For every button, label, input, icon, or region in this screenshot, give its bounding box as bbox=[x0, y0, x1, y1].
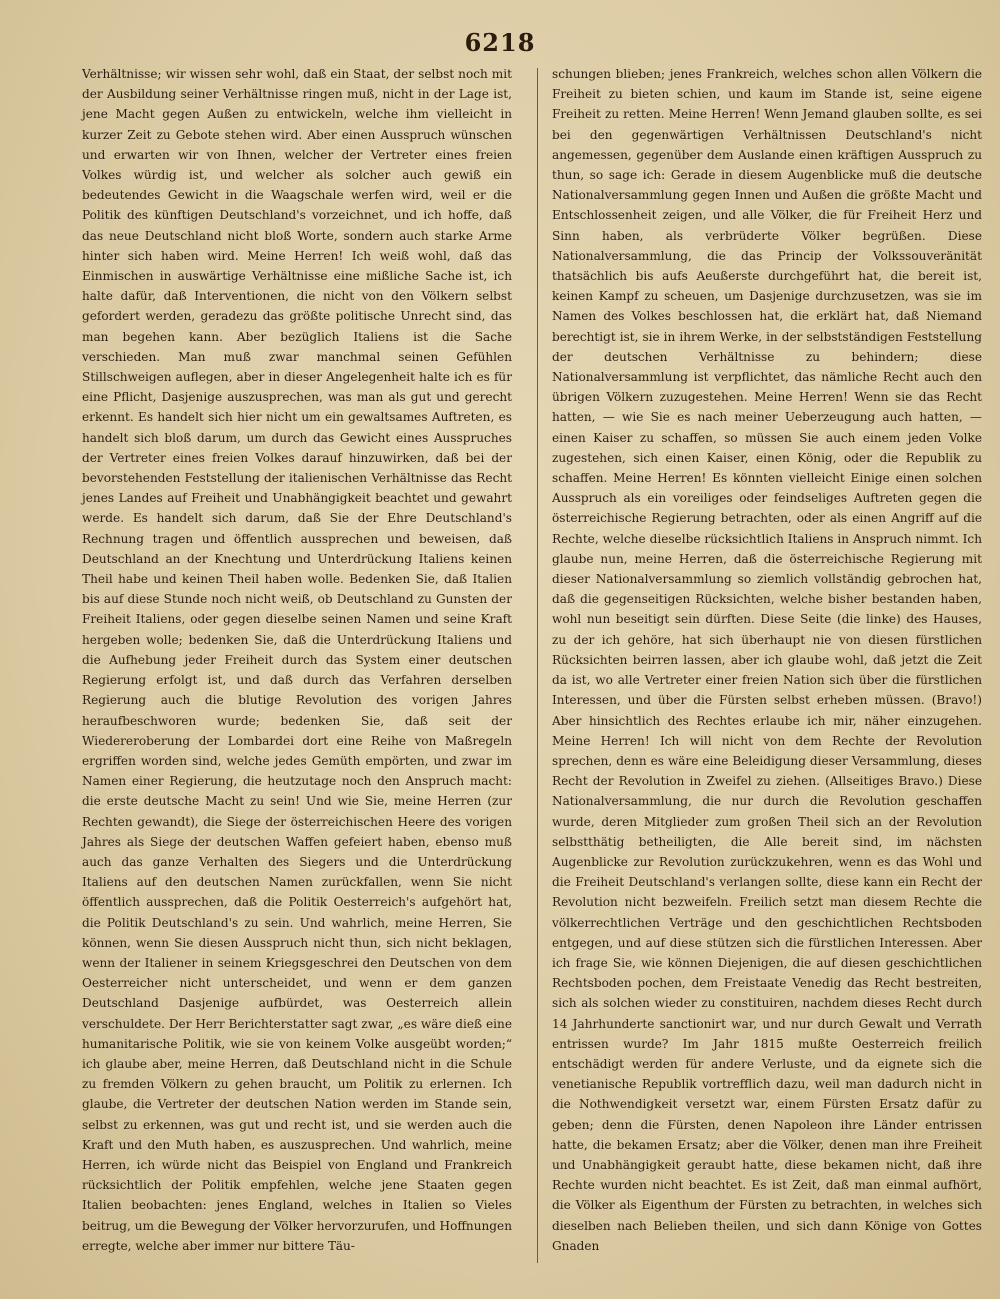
text-column-left bbox=[82, 64, 512, 1256]
column-right-text: schungen blieben; jenes Frankreich, welches schon allen Völkern die Freiheit zu bieten schien, und kaum im Stande ist, seine eigene Freiheit zu retten. Meine Herren! Wenn Jemand glauben sollte, es sei bei den gegenwärtigen Verhältnissen Deutschland's nicht angemessen, gegenüber dem Auslande einen kräftigen Ausspruch zu thun, so sage ich: Gerade in diesem Augenblicke muß die deutsche Nationalversammlung gegen Innen und Außen die größte Macht und Entschlossenheit zeigen, und alle Völker, die für Freiheit Herz und Sinn haben, als verbrüderte Völker begrüßen. Diese Nationalversammlung, die das Princip der Volkssouveränität thatsächlich bis aufs Aeußerste durchgeführt hat, die bereit ist, keinen Kampf zu scheuen, um Dasjenige durchzusetzen, was sie im Namen des Volkes beschlossen hat, die erklärt hat, daß Niemand berechtigt ist, sie in ihrem Werke, in der selbstständigen Feststellung der deutschen Verhältnisse zu behindern; diese Nationalversammlung ist verpflichtet, das nämliche Recht auch den übrigen Völkern zuzugestehen. Meine Herren! Wenn sie das Recht hatten, — wie Sie es nach meiner Ueberzeugung auch hatten, — einen Kaiser zu schaffen, so müssen Sie auch einem jeden Volke zugestehen, sich einen Kaiser, einen König, oder die Republik zu schaffen. Meine Herren! Es könnten vielleicht Einige einen solchen Ausspruch als ein voreiliges oder feindseliges Auftreten gegen die österreichische Regierung betrachten, oder als einen Angriff auf die Rechte, welche dieselbe rücksichtlich Italiens in Anspruch nimmt. Ich glaube nun, meine Herren, daß die österreichische Regierung mit dieser Nationalversammlung so ziemlich vollständig gebrochen hat, daß die gegenseitigen Rücksichten, welche bisher bestanden haben, wohl nun beseitigt sein dürften. Diese Seite (die linke) des Hauses, zu der ich gehöre, hat sich überhaupt nie von diesen fürstlichen Rücksichten beirren lassen, aber ich glaube wohl, daß jetzt die Zeit da ist, wo alle Vertreter einer freien Nation sich über die fürstlichen Interessen, und über die Fürsten selbst erheben müssen. (Bravo!) Aber hinsichtlich des Rechtes erlaube ich mir, näher einzugehen. Meine Herren! Ich will nicht von dem Rechte der Revolution sprechen, denn es wäre eine Beleidigung dieser Versammlung, dieses Recht der Revolution in Zweifel zu ziehen. (Allseitiges Bravo.) Diese Nationalversammlung, die nur durch die Revolution geschaffen wurde, deren Mitglieder zum großen Theil sich an der Revolution selbstthätig betheiligten, die Alle bereit sind, im nächsten Augenblicke zur Revolution zurückzukehren, wenn es das Wohl und die Freiheit Deutschland's verlangen sollte, diese kann ein Recht der Revolution nicht bezweifeln. Freilich setzt man diesem Rechte die völkerrechtlichen Verträge und den geschichtlichen Rechtsboden entgegen, und auf diese stützen sich die fürstlichen Interessen. Aber ich frage Sie, wie können Diejenigen, die auf diesen geschichtlichen Rechtsboden pochen, dem Freistaate Venedig das Recht bestreiten, sich als solchen wieder zu constituiren, nachdem dieses Recht durch 14 Jahrhunderte sanctionirt war, und nur durch Gewalt und Verrath entrissen wurde? Im Jahr 1815 mußte Oesterreich freilich entschädigt werden für andere Verluste, und da eignete sich die venetianische Republik vortrefflich dazu, weil man dadurch nicht in die Nothwendigkeit versetzt war, einem Fürsten Ersatz dafür zu geben; denn die Fürsten, denen Napoleon ihre Länder entrissen hatte, die bekamen Ersatz; aber die Völker, denen man ihre Freiheit und Unabhängigkeit geraubt hatte, diese bekamen nicht, daß ihre Rechte wurden nicht beachtet. Es ist Zeit, daß man einmal aufhört, die Völker als Eigenthum der Fürsten zu betrachten, in welches sich dieselben nach Belieben theilen, und sich dann Könige von Gottes Gnaden bbox=[552, 67, 982, 1253]
column-left-text: Verhältnisse; wir wissen sehr wohl, daß ein Staat, der selbst noch mit der Ausbildung seiner Verhältnisse ringen muß, nicht in der Lage ist, jene Macht gegen Außen zu entwickeln, welche ihm vielleicht in kurzer Zeit zu Gebote stehen wird. Aber einen Ausspruch wünschen und erwarten wir von Ihnen, welcher der Vertreter eines freien Volkes würdig ist, und welcher als solcher auch gewiß ein bedeutendes Gewicht in die Waagschale werfen wird, weil er die Politik des künftigen Deutschland's vorzeichnet, und ich hoffe, daß das neue Deutschland nicht bloß Worte, sondern auch starke Arme hinter sich haben wird. Meine Herren! Ich weiß wohl, daß das Einmischen in auswärtige Verhältnisse eine mißliche Sache ist, ich halte dafür, daß Interventionen, die nicht von den Völkern selbst gefordert werden, geradezu das größte politische Unrecht sind, das man begehen kann. Aber bezüglich Italiens ist die Sache verschieden. Man muß zwar manchmal seinen Gefühlen Stillschweigen auflegen, aber in dieser Angelegenheit halte ich es für eine Pflicht, Dasjenige auszusprechen, was man als gut und gerecht erkennt. Es handelt sich hier nicht um ein gewaltsames Auftreten, es handelt sich bloß darum, um durch das Gewicht eines Ausspruches der Vertreter eines freien Volkes darauf hinzuwirken, daß bei der bevorstehenden Feststellung der italienischen Verhältnisse das Recht jenes Landes auf Freiheit und Unabhängigkeit beachtet und gewahrt werde. Es handelt sich darum, daß Sie der Ehre Deutschland's Rechnung tragen und öffentlich aussprechen und beweisen, daß Deutschland an der Knechtung und Unterdrückung Italiens keinen Theil habe und keinen Theil haben wolle. Bedenken Sie, daß Italien bis auf diese Stunde noch nicht weiß, ob Deutschland zu Gunsten der Freiheit Italiens, oder gegen dieselbe seinen Namen und seine Kraft hergeben wolle; bedenken Sie, daß die Unterdrückung Italiens und die Aufhebung jeder Freiheit durch das System einer deutschen Regierung erfolgt ist, und daß durch das Verfahren derselben Regierung auch die blutige Revolution des vorigen Jahres heraufbeschworen wurde; bedenken Sie, daß seit der Wiedereroberung der Lombardei dort eine Reihe von Maßregeln ergriffen worden sind, welche jedes Gemüth empörten, und zwar im Namen einer Regierung, die heutzutage noch den Anspruch macht: die erste deutsche Macht zu sein! Und wie Sie, meine Herren (zur Rechten gewandt), die Siege der österreichischen Heere des vorigen Jahres als Siege der deutschen Waffen gefeiert haben, ebenso muß auch das ganze Verhalten des Siegers und die Unterdrückung Italiens auf den deutschen Namen zurückfallen, wenn Sie nicht öffentlich aussprechen, daß die Politik Oesterreich's aufgehört hat, die Politik Deutschland's zu sein. Und wahrlich, meine Herren, Sie können, wenn Sie diesen Ausspruch nicht thun, sich nicht beklagen, wenn der Italiener in seinem Kriegsgeschrei den Deutschen von dem Oesterreicher nicht unterscheidet, und wenn er dem ganzen Deutschland Dasjenige aufbürdet, was Oesterreich allein verschuldete. Der Herr Berichterstatter sagt zwar, „es wäre dieß eine humanitarische Politik, wie sie von keinem Volke ausgeübt worden;“ ich glaube aber, meine Herren, daß Deutschland nicht in die Schule zu fremden Völkern zu gehen braucht, um Politik zu erlernen. Ich glaube, die Vertreter der deutschen Nation werden im Stande sein, selbst zu erkennen, was gut und recht ist, und sie werden auch die Kraft und den Muth haben, es auszusprechen. Und wahrlich, meine Herren, ich würde nicht das Beispiel von England und Frankreich rücksichtlich der Politik empfehlen, welche jene Staaten gegen Italien beobachten: jenes England, welches in Italien so Vieles beitrug, um die Bewegung der Völker hervorzurufen, und Hoffnungen erregte, welche aber immer nur bittere Täu- bbox=[82, 67, 512, 1253]
text-column-right bbox=[552, 64, 982, 1256]
page-number: 6218 bbox=[464, 28, 536, 57]
column-divider bbox=[537, 68, 538, 1263]
